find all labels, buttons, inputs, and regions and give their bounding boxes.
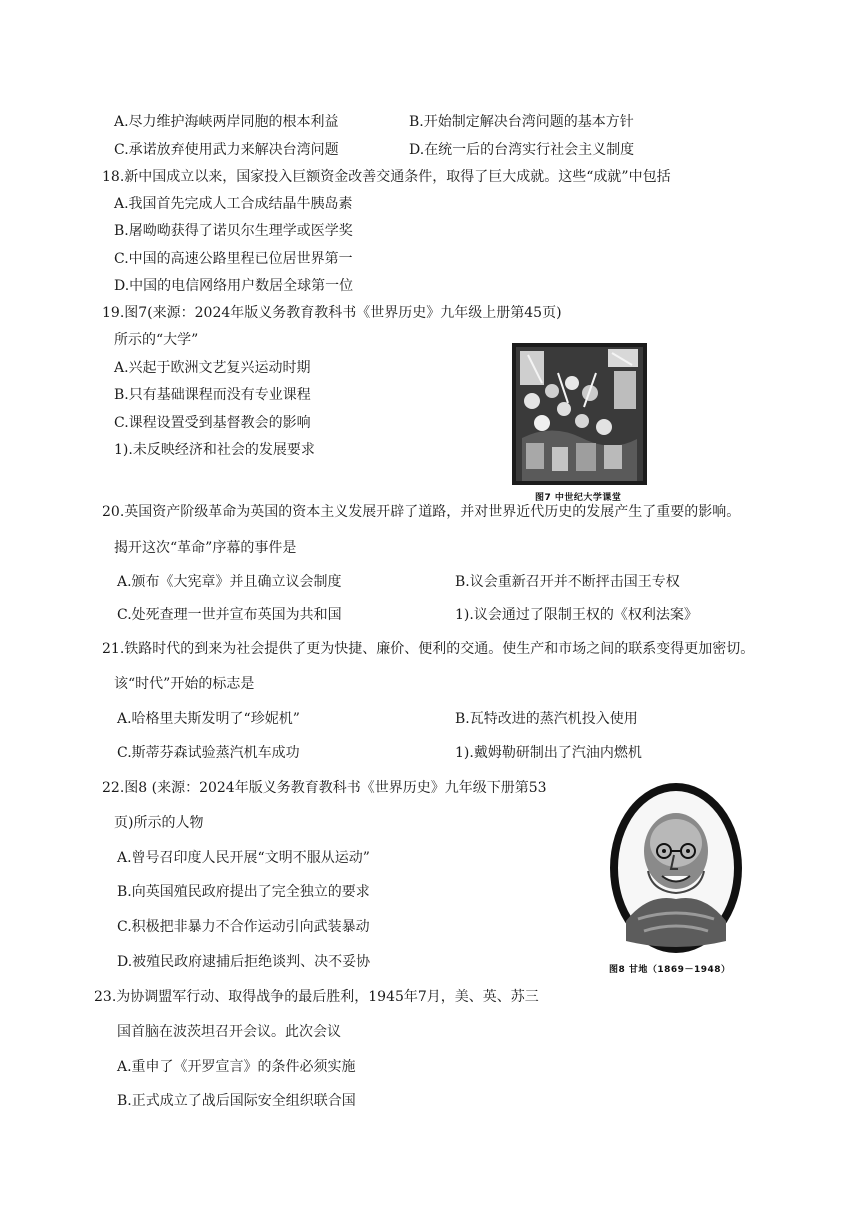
q17-option-b: B.开始制定解决台湾问题的基本方针 <box>409 114 634 130</box>
q23-option-b: B.正式成立了战后国际安全组织联合国 <box>117 1093 356 1109</box>
q19-option-c: C.课程设置受到基督教会的影响 <box>114 415 311 431</box>
q22-option-a: A.曾号召印度人民开展“文明不服从运动” <box>117 850 370 866</box>
q19-option-d: 1).未反映经济和社会的发展要求 <box>114 442 315 458</box>
q18-stem: 18.新中国成立以来，国家投入巨额资金改善交通条件，取得了巨大成就。这些“成就”中包括 <box>102 169 671 185</box>
q20-stem-line1: 20.英国资产阶级革命为英国的资本主义发展开辟了道路，并对世界近代历史的发展产生了重要的影响。 <box>102 504 741 520</box>
q21-option-a: A.哈格里夫斯发明了“珍妮机” <box>117 711 300 727</box>
q22-option-d: D.被殖民政府逮捕后拒绝谈判、决不妥协 <box>117 954 371 970</box>
q21-stem-line2: 该“时代”开始的标志是 <box>114 676 255 692</box>
q22-option-c: C.积极把非暴力不合作运动引向武装暴动 <box>117 919 370 935</box>
figure-8-gandhi-portrait <box>608 781 744 955</box>
q20-stem-line2: 揭开这次“革命”序幕的事件是 <box>114 540 297 556</box>
q22-stem-line2: 页)所示的人物 <box>114 815 204 831</box>
figure-8-caption: 图8 甘地（1869－1948） <box>609 965 731 975</box>
q20-option-c: C.处死查理一世并宣布英国为共和国 <box>117 607 342 623</box>
q21-option-c: C.斯蒂芬森试验蒸汽机车成功 <box>117 745 300 761</box>
q19-option-b: B.只有基础课程而没有专业课程 <box>114 387 311 403</box>
q19-option-a: A.兴起于欧洲文艺复兴运动时期 <box>114 360 311 376</box>
q22-stem-line1: 22.图8 (来源：2024年版义务教育教科书《世界历史》九年级下册第53 <box>102 780 547 796</box>
q20-option-d: 1).议会通过了限制王权的《权利法案》 <box>455 607 698 623</box>
figure-7-classroom-image <box>512 343 647 485</box>
q17-option-c: C.承诺放弃使用武力来解决台湾问题 <box>114 142 339 158</box>
q21-option-d: 1).戴姆勒研制出了汽油内燃机 <box>455 745 642 761</box>
q23-stem-line1: 23.为协调盟军行动、取得战争的最后胜利，1945年7月，美、英、苏三 <box>94 989 539 1005</box>
q23-stem-line2: 国首脑在波茨坦召开会议。此次会议 <box>117 1024 341 1040</box>
figure-7-caption: 图7 中世纪大学课堂 <box>535 493 622 503</box>
q21-option-b: B.瓦特改进的蒸汽机投入使用 <box>455 711 638 727</box>
q17-option-a: A.尽力维护海峡两岸同胞的根本利益 <box>114 114 339 130</box>
q19-stem-line2: 所示的“大学” <box>114 332 199 348</box>
q20-option-b: B.议会重新召开并不断抨击国王专权 <box>455 574 680 590</box>
q18-option-a: A.我国首先完成人工合成结晶牛胰岛素 <box>114 196 353 212</box>
q21-stem-line1: 21.铁路时代的到来为社会提供了更为快捷、廉价、便利的交通。使生产和市场之间的联系变得更加密切。 <box>102 641 755 657</box>
q18-option-c: C.中国的高速公路里程已位居世界第一 <box>114 251 353 267</box>
q20-option-a: A.颁布《大宪章》并且确立议会制度 <box>117 574 342 590</box>
q19-stem-line1: 19.图7(来源：2024年版义务教育教科书《世界历史》九年级上册第45页) <box>102 305 562 321</box>
q22-option-b: B.向英国殖民政府提出了完全独立的要求 <box>117 884 370 900</box>
q23-option-a: A.重申了《开罗宣言》的条件必须实施 <box>117 1059 356 1075</box>
q17-option-d: D.在统一后的台湾实行社会主义制度 <box>409 142 635 158</box>
q18-option-b: B.屠呦呦获得了诺贝尔生理学或医学奖 <box>114 223 353 239</box>
q18-option-d: D.中国的电信网络用户数居全球第一位 <box>114 278 354 294</box>
